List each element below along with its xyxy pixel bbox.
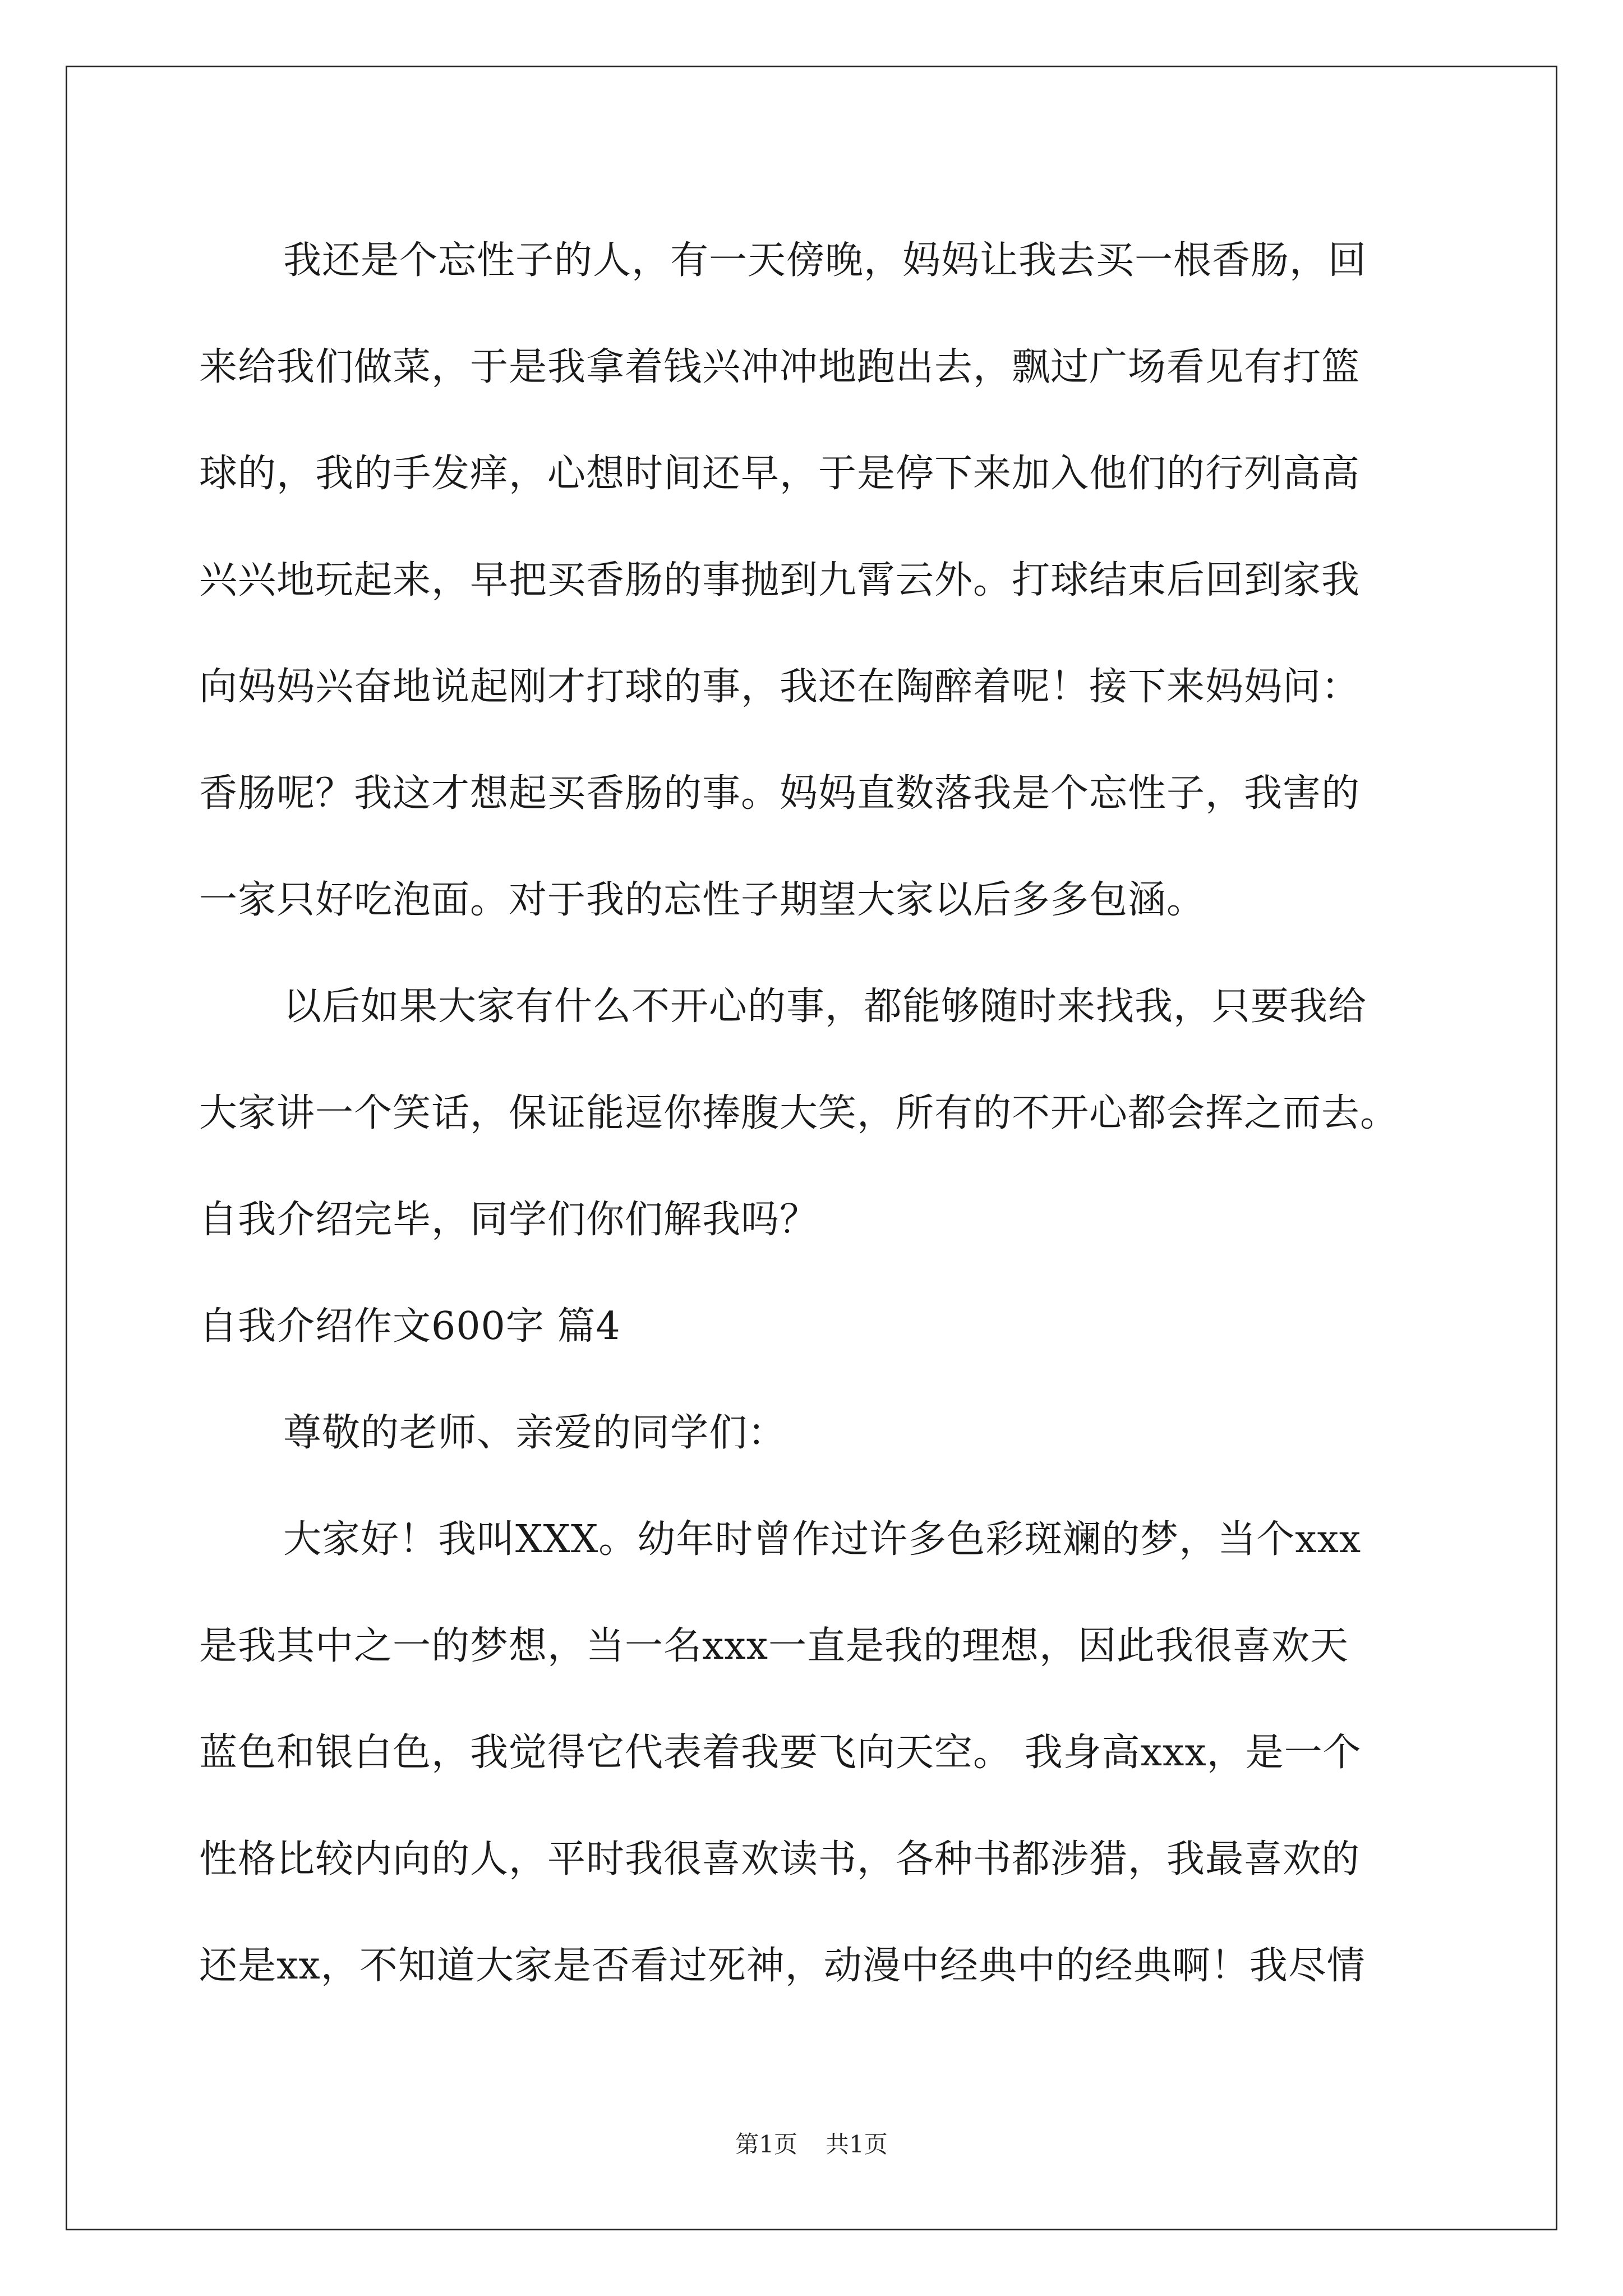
text-line: 尊敬的老师、亲爱的同学们： <box>283 1411 787 1455</box>
text-line: 自我介绍完毕，同学们你们解我吗？ <box>199 1198 819 1242</box>
text-line: 大家讲一个笑话，保证能逗你捧腹大笑，所有的不开心都会挥之而去。 <box>199 1091 1399 1135</box>
text-line: 球的，我的手发痒，心想时间还早，于是停下来加入他们的行列高高 <box>199 452 1361 496</box>
page-number: 第1页 <box>735 2131 797 2158</box>
page-footer <box>0 2126 1623 2160</box>
text-line: 大家好！我叫XXX。幼年时曾作过许多色彩斑斓的梦，当个xxx <box>283 1517 1362 1562</box>
text-line: 还是xx，不知道大家是否看过死神，动漫中经典中的经典啊！我尽情 <box>199 1944 1366 1988</box>
text-line: 我还是个忘性子的人，有一天傍晚，妈妈让我去买一根香肠，回 <box>283 238 1367 283</box>
text-line: 蓝色和银白色，我觉得它代表着我要飞向天空。 我身高xxx，是一个 <box>199 1731 1362 1775</box>
section-heading: 自我介绍作文600字 篇4 <box>199 1304 621 1349</box>
text-line: 是我其中之一的梦想，当一名xxx一直是我的理想，因此我很喜欢天 <box>199 1624 1349 1668</box>
text-line: 香肠呢？我这才想起买香肠的事。妈妈直数落我是个忘性子，我害的 <box>199 771 1361 816</box>
text-line: 一家只好吃泡面。对于我的忘性子期望大家以后多多包涵。 <box>199 878 1206 922</box>
document-body <box>199 208 1489 2019</box>
text-line: 向妈妈兴奋地说起刚才打球的事，我还在陶醉着呢！接下来妈妈问： <box>199 665 1361 709</box>
text-line: 性格比较内向的人，平时我很喜欢读书，各种书都涉猎，我最喜欢的 <box>199 1837 1361 1881</box>
page-total: 共1页 <box>826 2131 888 2158</box>
text-line: 来给我们做菜，于是我拿着钱兴冲冲地跑出去，飘过广场看见有打篮 <box>199 345 1361 389</box>
text-line: 以后如果大家有什么不开心的事，都能够随时来找我，只要我给 <box>283 984 1367 1029</box>
text-line: 兴兴地玩起来，早把买香肠的事抛到九霄云外。打球结束后回到家我 <box>199 558 1361 602</box>
